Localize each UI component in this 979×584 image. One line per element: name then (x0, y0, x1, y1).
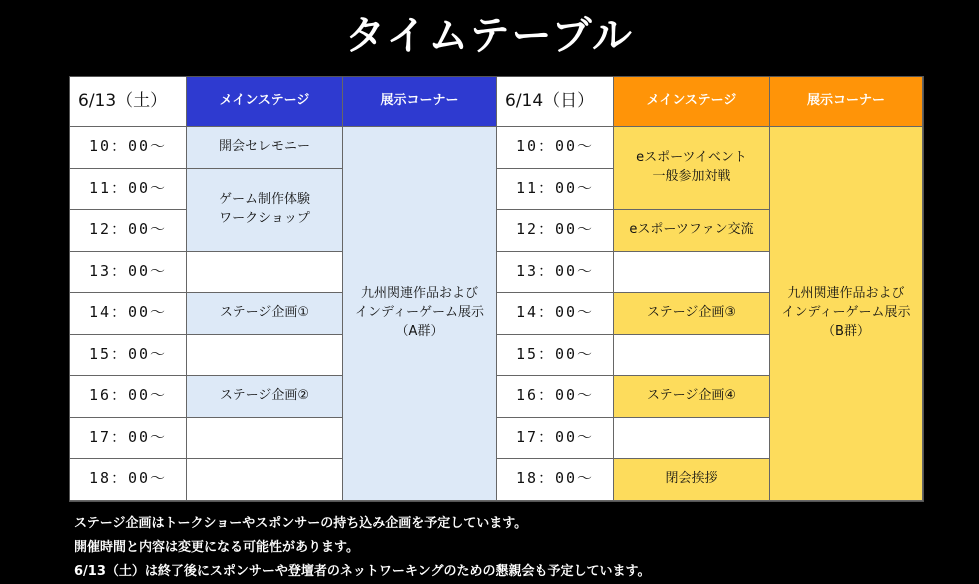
day2-stage-event-3: ステージ企画③ (614, 293, 770, 335)
exhibit-line1: 九州関連作品および (787, 285, 905, 301)
day1-time-slot: 11：00〜 (70, 169, 187, 211)
exhibit-line2: インディーゲーム展示 (781, 304, 911, 320)
day1-date: 6/13（土） (70, 77, 187, 127)
esports-line2: 一般参加対戦 (652, 169, 731, 184)
day2-esports-event (614, 127, 770, 210)
notes (74, 512, 650, 584)
exhibit-line2: インディーゲーム展示 (355, 304, 484, 320)
day2-empty-slot (614, 418, 770, 460)
note-line: ステージ企画はトークショーやスポンサーの持ち込み企画を予定しています。 (74, 516, 528, 531)
day2-closing-remarks: 閉会挨拶 (614, 459, 770, 501)
day1-main-stage-header: メインステージ (187, 77, 343, 127)
day1-time-slot: 16：00〜 (70, 376, 187, 418)
day2-stage-event-4: ステージ企画④ (614, 376, 770, 418)
day1-stage-event-2: ステージ企画② (187, 376, 343, 418)
day1-time-slot: 10：00〜 (70, 127, 187, 169)
day1-time-slot: 18：00〜 (70, 459, 187, 501)
note-line: 6/13（土）は終了後にスポンサーや登壇者のネットワーキングのための懇親会も予定しています。 (74, 564, 651, 579)
page-title: タイムテーブル (345, 13, 634, 59)
day1-time-slot: 12：00〜 (70, 210, 187, 252)
day1-workshop (187, 169, 343, 252)
esports-line1: eスポーツイベント (636, 150, 747, 166)
exhibit-line3: （B群） (822, 323, 870, 339)
day2-time-slot: 15：00〜 (497, 335, 614, 377)
day1-time-slot: 15：00〜 (70, 335, 187, 377)
day2-main-stage-header: メインステージ (614, 77, 770, 127)
workshop-line1: ゲーム制作体験 (218, 191, 310, 207)
workshop-line2: ワークショップ (219, 210, 310, 226)
timetable (69, 76, 924, 502)
day2-time-slot: 14：00〜 (497, 293, 614, 335)
day1-exhibit-header: 展示コーナー (343, 77, 497, 127)
day1-time-slot: 13：00〜 (70, 252, 187, 294)
day1-empty-slot (187, 418, 343, 460)
day2-date: 6/14（日） (497, 77, 614, 127)
day1-exhibit (343, 127, 497, 501)
day2-time-slot: 12：00〜 (497, 210, 614, 252)
day2-esports-fan-exchange: eスポーツファン交流 (614, 210, 770, 252)
day2-time-slot: 16：00〜 (497, 376, 614, 418)
exhibit-line1: 九州関連作品および (360, 285, 478, 301)
day2-exhibit (770, 127, 923, 501)
day1-stage-event-1: ステージ企画① (187, 293, 343, 335)
day1-empty-slot (187, 252, 343, 294)
day1-time-slot: 17：00〜 (70, 418, 187, 460)
day2-exhibit-header: 展示コーナー (770, 77, 923, 127)
day1-empty-slot (187, 459, 343, 501)
day2-time-slot: 11：00〜 (497, 169, 614, 211)
note-line: 開催時間と内容は変更になる可能性があります。 (74, 540, 359, 555)
day2-empty-slot (614, 335, 770, 377)
day2-empty-slot (614, 252, 770, 294)
day2-time-slot: 17：00〜 (497, 418, 614, 460)
day2-time-slot: 13：00〜 (497, 252, 614, 294)
day2-time-slot: 10：00〜 (497, 127, 614, 169)
day1-opening-ceremony: 開会セレモニー (187, 127, 343, 169)
day1-time-slot: 14：00〜 (70, 293, 187, 335)
day1-empty-slot (187, 335, 343, 377)
exhibit-line3: （A群） (395, 323, 444, 339)
day2-time-slot: 18：00〜 (497, 459, 614, 501)
